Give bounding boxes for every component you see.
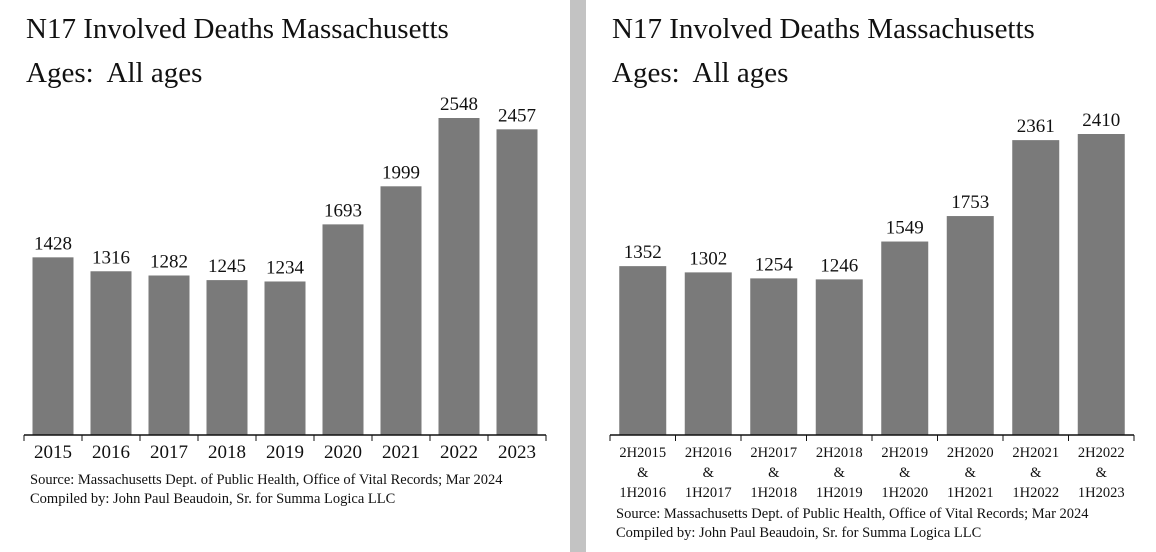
data-label: 1234 (266, 257, 304, 279)
x-tick-label: 1H2020 (881, 485, 929, 501)
chart-subtitle: Ages: All ages (612, 57, 789, 89)
x-tick-label: 2023 (498, 442, 536, 463)
x-tick-label: & (637, 465, 649, 481)
x-tick-label: 2021 (382, 442, 420, 463)
data-label: 2548 (440, 94, 478, 115)
data-label: 1245 (208, 256, 246, 278)
chart-title: N17 Involved Deaths Massachusetts (612, 13, 1035, 45)
bar (1078, 134, 1125, 435)
data-label: 1282 (150, 251, 188, 273)
bar (33, 257, 74, 435)
x-tick-label: 1H2016 (619, 485, 667, 501)
x-tick-label: 1H2018 (750, 485, 798, 501)
bar-chart-half-year (586, 0, 1156, 552)
x-tick-label: 1H2022 (1012, 485, 1060, 501)
bar (1012, 140, 1059, 435)
compiled-by-note: Compiled by: John Paul Beaudoin, Sr. for Summa Logica LLC (30, 491, 396, 507)
x-tick-label: & (833, 465, 845, 481)
x-tick-label: 2018 (208, 442, 246, 463)
x-tick-label: 2H2019 (881, 445, 929, 461)
bar (207, 280, 248, 435)
data-label: 1753 (951, 192, 990, 214)
bar-chart-annual (0, 0, 570, 552)
x-tick-label: 2016 (92, 442, 130, 463)
bar (816, 279, 863, 435)
bar (91, 271, 132, 435)
data-label: 2361 (1016, 116, 1055, 138)
data-label: 2410 (1082, 110, 1121, 131)
data-label: 2457 (498, 105, 536, 127)
x-tick-label: 2H2015 (619, 445, 667, 461)
x-tick-label: & (899, 465, 911, 481)
x-tick-label: 1H2017 (684, 485, 732, 501)
x-tick-label: 2017 (150, 442, 188, 463)
x-tick-label: & (1095, 465, 1107, 481)
x-tick-label: 2015 (34, 442, 72, 463)
data-label: 1549 (885, 217, 924, 239)
x-tick-label: 1H2021 (946, 485, 994, 501)
compiled-by-note: Compiled by: John Paul Beaudoin, Sr. for Summa Logica LLC (616, 525, 982, 541)
data-label: 1302 (689, 248, 728, 270)
bar (497, 129, 538, 435)
x-tick-label: 2020 (324, 442, 362, 463)
data-label: 1246 (820, 255, 859, 277)
bar (149, 276, 190, 435)
x-tick-label: 2022 (440, 442, 478, 463)
x-tick-label: & (702, 465, 714, 481)
bar (619, 266, 666, 435)
bar (947, 216, 994, 435)
data-label: 1999 (382, 162, 420, 184)
x-tick-label: 2H2018 (815, 445, 863, 461)
x-tick-label: & (768, 465, 780, 481)
data-label: 1254 (754, 254, 793, 276)
x-tick-label: 1H2019 (815, 485, 863, 501)
x-tick-label: 2H2021 (1012, 445, 1060, 461)
x-tick-label: & (1030, 465, 1042, 481)
x-tick-label: 2019 (266, 442, 304, 463)
x-tick-label: 1H2023 (1077, 485, 1125, 501)
bar (265, 281, 306, 435)
bar (750, 278, 797, 435)
source-note: Source: Massachusetts Dept. of Public Health, Office of Vital Records; Mar 2024 (616, 506, 1089, 522)
x-tick-label: 2H2017 (750, 445, 798, 461)
data-label: 1693 (324, 200, 362, 222)
right-chart-panel (586, 0, 1156, 552)
x-tick-label: & (964, 465, 976, 481)
chart-subtitle: Ages: All ages (26, 57, 203, 89)
panel-divider (570, 0, 586, 552)
x-tick-label: 2H2022 (1077, 445, 1125, 461)
source-note: Source: Massachusetts Dept. of Public Health, Office of Vital Records; Mar 2024 (30, 472, 503, 488)
left-chart-panel (0, 0, 570, 552)
data-label: 1428 (34, 233, 72, 255)
bar (685, 272, 732, 435)
bar (439, 118, 480, 435)
chart-title: N17 Involved Deaths Massachusetts (26, 13, 449, 45)
bar (323, 224, 364, 435)
bar (881, 242, 928, 435)
x-tick-label: 2H2016 (684, 445, 732, 461)
x-tick-label: 2H2020 (946, 445, 994, 461)
bar (381, 186, 422, 435)
data-label: 1352 (623, 242, 662, 264)
data-label: 1316 (92, 247, 130, 269)
